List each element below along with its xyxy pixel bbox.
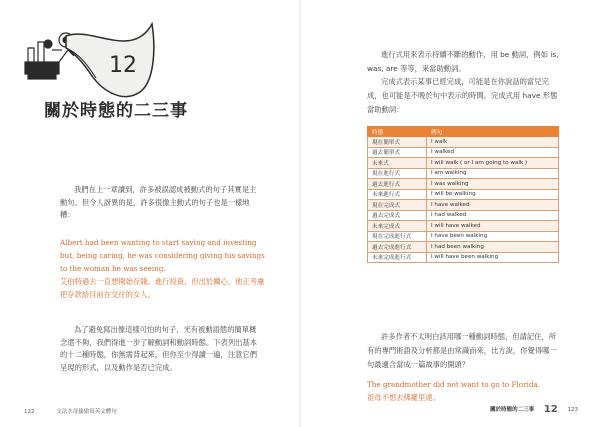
right-example-english: The grandmother did not want to go to Florida. bbox=[367, 380, 541, 389]
example-cell: I had walked bbox=[427, 210, 559, 221]
table-row bbox=[368, 168, 559, 179]
right-footer bbox=[490, 404, 578, 415]
book-title: 文法水母偷偷寫英文體句 bbox=[56, 409, 117, 415]
tense-cell: 現在完成式 bbox=[368, 200, 427, 211]
left-footer bbox=[24, 407, 117, 415]
left-page bbox=[0, 0, 299, 427]
tense-cell: 過去簡單式 bbox=[368, 147, 427, 158]
footer-chapter-number: 12 bbox=[543, 404, 558, 415]
tense-cell: 現在進行式 bbox=[368, 168, 427, 179]
right-page bbox=[301, 0, 600, 427]
example-cell: I will be walking bbox=[427, 189, 559, 200]
example-cell: I walk bbox=[427, 137, 559, 148]
right-paragraph-3: 許多作者不太明白該用哪一種動詞時態，但請記住，所有的專門術語及分析都是由常識而來，比方說，你覺得哪一句最適合當成一篇故事的開頭？ bbox=[367, 332, 557, 369]
chapter-title: 關於時態的二三事 bbox=[44, 101, 188, 121]
right-page-number: 123 bbox=[567, 407, 578, 413]
footer-chapter-title: 關於時態的二三事 bbox=[490, 407, 535, 413]
header-tense: 時態 bbox=[368, 127, 427, 137]
tense-cell: 過去進行式 bbox=[368, 179, 427, 190]
example-cell: I was walking bbox=[427, 179, 559, 190]
tense-cell: 過去完成進行式 bbox=[368, 242, 427, 253]
tense-cell: 未來式 bbox=[368, 158, 427, 169]
tense-cell: 過去完成式 bbox=[368, 210, 427, 221]
right-example-chinese: 祖母不想去佛羅里達。 bbox=[367, 393, 440, 402]
left-paragraph-1: 我們在上一章讀到，許多被誤認成被動式的句子其實是主動句。但令人訝異的是，許多很像主動式的句子也是一樣地糟： bbox=[60, 185, 257, 219]
right-paragraph-2: 完成式表示某事已經完成，可能是在你說話的當兒完成，也可能是不晚於句中表示的時間。完成式用 have 形態當助動詞： bbox=[367, 77, 558, 114]
tense-cell: 未來完成式 bbox=[368, 221, 427, 232]
table-row bbox=[368, 231, 559, 242]
tense-table-header bbox=[368, 127, 559, 137]
example-cell: I walked bbox=[427, 147, 559, 158]
table-row bbox=[368, 210, 559, 221]
left-paragraph-2: 為了避免寫出像這樣可怕的句子，光有被動語態的簡單概念還不夠，我們得進一步了解動詞和動詞時態。下表列出基本的十二種時態，你無需背起來，但你至少得讀一遍，注意它們呈現的形式，以及動作是否已完成。 bbox=[60, 325, 258, 372]
tense-table bbox=[367, 126, 559, 263]
table-row bbox=[368, 242, 559, 253]
table-row bbox=[368, 158, 559, 169]
left-example bbox=[60, 236, 265, 301]
example-cell: I have walked bbox=[427, 200, 559, 211]
chapter-number: 12 bbox=[109, 53, 137, 78]
chapter-emblem bbox=[22, 20, 192, 100]
right-paragraph-1: 進行式用來表示持續不斷的動作，用 be 動詞，例如 is, was, are 等等，來當助動詞。 bbox=[367, 50, 559, 73]
example-cell: I will have been walking bbox=[427, 252, 559, 263]
table-row bbox=[368, 252, 559, 263]
table-row bbox=[368, 221, 559, 232]
tense-cell: 現在完成進行式 bbox=[368, 231, 427, 242]
example-cell: I am walking bbox=[427, 168, 559, 179]
table-row bbox=[368, 179, 559, 190]
tense-cell: 未來進行式 bbox=[368, 189, 427, 200]
example-cell: I had been walking bbox=[427, 242, 559, 253]
example-cell: I have been walking bbox=[427, 231, 559, 242]
tense-cell: 現在簡單式 bbox=[368, 137, 427, 148]
header-example: 例句 bbox=[427, 127, 559, 137]
table-row bbox=[368, 200, 559, 211]
left-example-english: Albert had been wanting to start saving and investing but, being caring, he was considering giving his savings to the woman he was seeing. bbox=[60, 238, 265, 273]
right-example bbox=[367, 378, 577, 404]
example-cell: I will have walked bbox=[427, 221, 559, 232]
example-cell: I will walk ( or I am going to walk ) bbox=[427, 158, 559, 169]
tense-cell: 未來完成進行式 bbox=[368, 252, 427, 263]
table-row bbox=[368, 137, 559, 148]
left-page-number: 122 bbox=[24, 409, 35, 415]
table-row bbox=[368, 189, 559, 200]
table-row bbox=[368, 147, 559, 158]
left-example-chinese: 艾伯特過去一直想開始存錢、進行投資，但出於關心，他正考慮把存款給目前在交往的女人。 bbox=[60, 277, 265, 299]
